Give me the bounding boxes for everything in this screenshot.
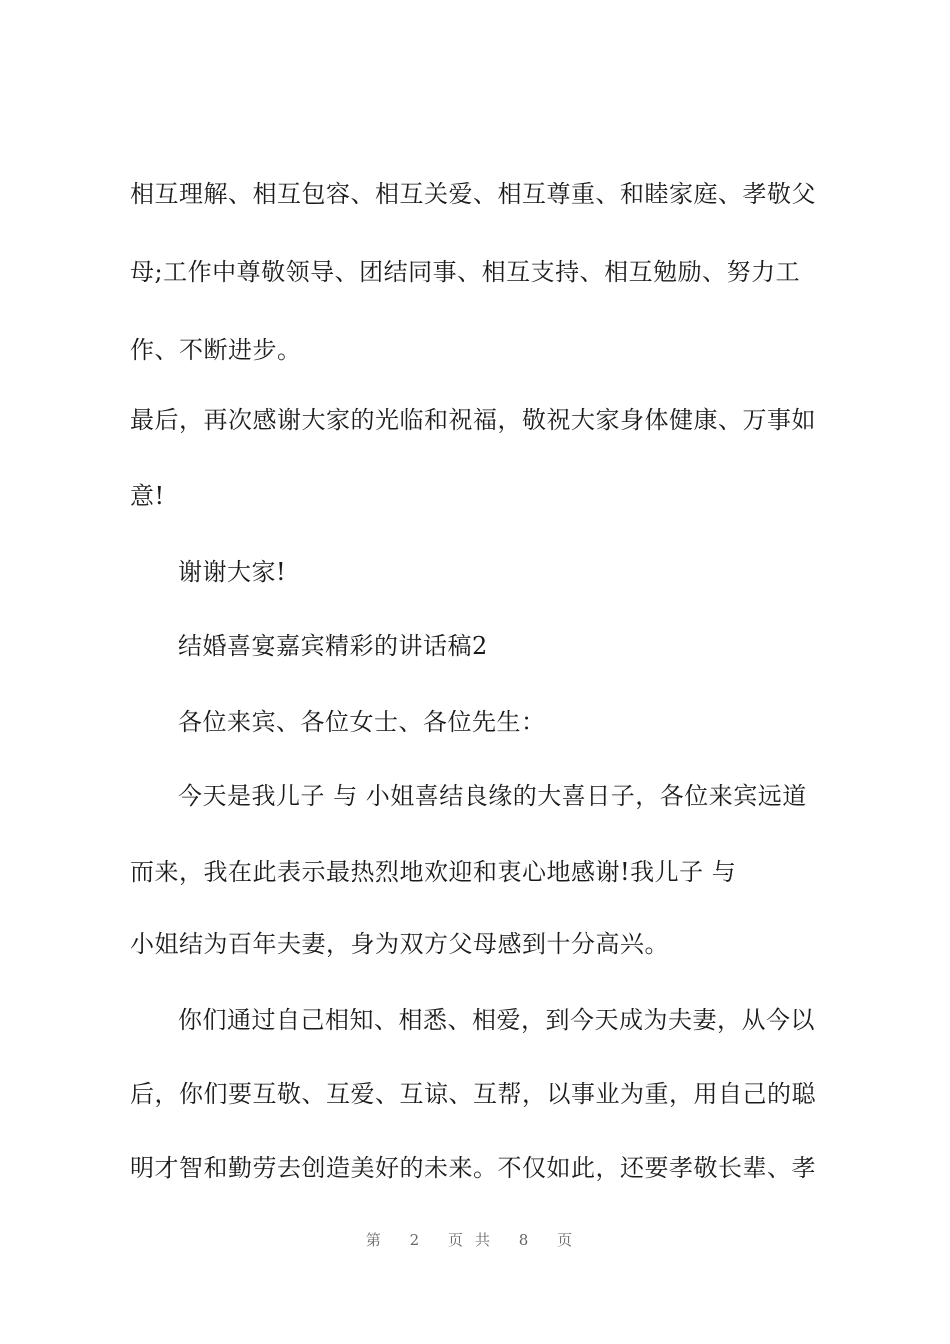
text-line-12: 你们通过自己相知、相悉、相爱，到今天成为夫妻，从今以 [178, 1006, 815, 1034]
text-line-1: 相互理解、相互包容、相互关爱、相互尊重、和睦家庭、孝敬父 [130, 180, 816, 208]
text-line-11: 小姐结为百年夫妻，身为双方父母感到十分高兴。 [130, 930, 669, 958]
page-number-footer: 第 2 页共 8 页 [365, 1231, 585, 1249]
text-line-9: 今天是我儿子 与 小姐喜结良缘的大喜日子，各位来宾远道 [178, 782, 807, 810]
text-line-4: 最后，再次感谢大家的光临和祝福，敬祝大家身体健康、万事如 [130, 406, 816, 434]
text-line-14: 明才智和勤劳去创造美好的未来。不仅如此，还要孝敬长辈、孝 [130, 1154, 816, 1182]
text-line-2: 母;工作中尊敬领导、团结同事、相互支持、相互勉励、努力工 [130, 258, 801, 286]
text-line-10: 而来，我在此表示最热烈地欢迎和衷心地感谢!我儿子 与 [130, 858, 737, 886]
text-line-5: 意! [130, 482, 165, 510]
salutation-line: 各位来宾、各位女士、各位先生： [178, 708, 546, 736]
thanks-line: 谢谢大家! [178, 558, 287, 586]
text-line-13: 后，你们要互敬、互爱、互谅、互帮，以事业为重，用自己的聪 [130, 1080, 816, 1108]
section-title: 结婚喜宴嘉宾精彩的讲话稿2 [178, 632, 488, 660]
text-line-3: 作、不断进步。 [130, 336, 302, 364]
